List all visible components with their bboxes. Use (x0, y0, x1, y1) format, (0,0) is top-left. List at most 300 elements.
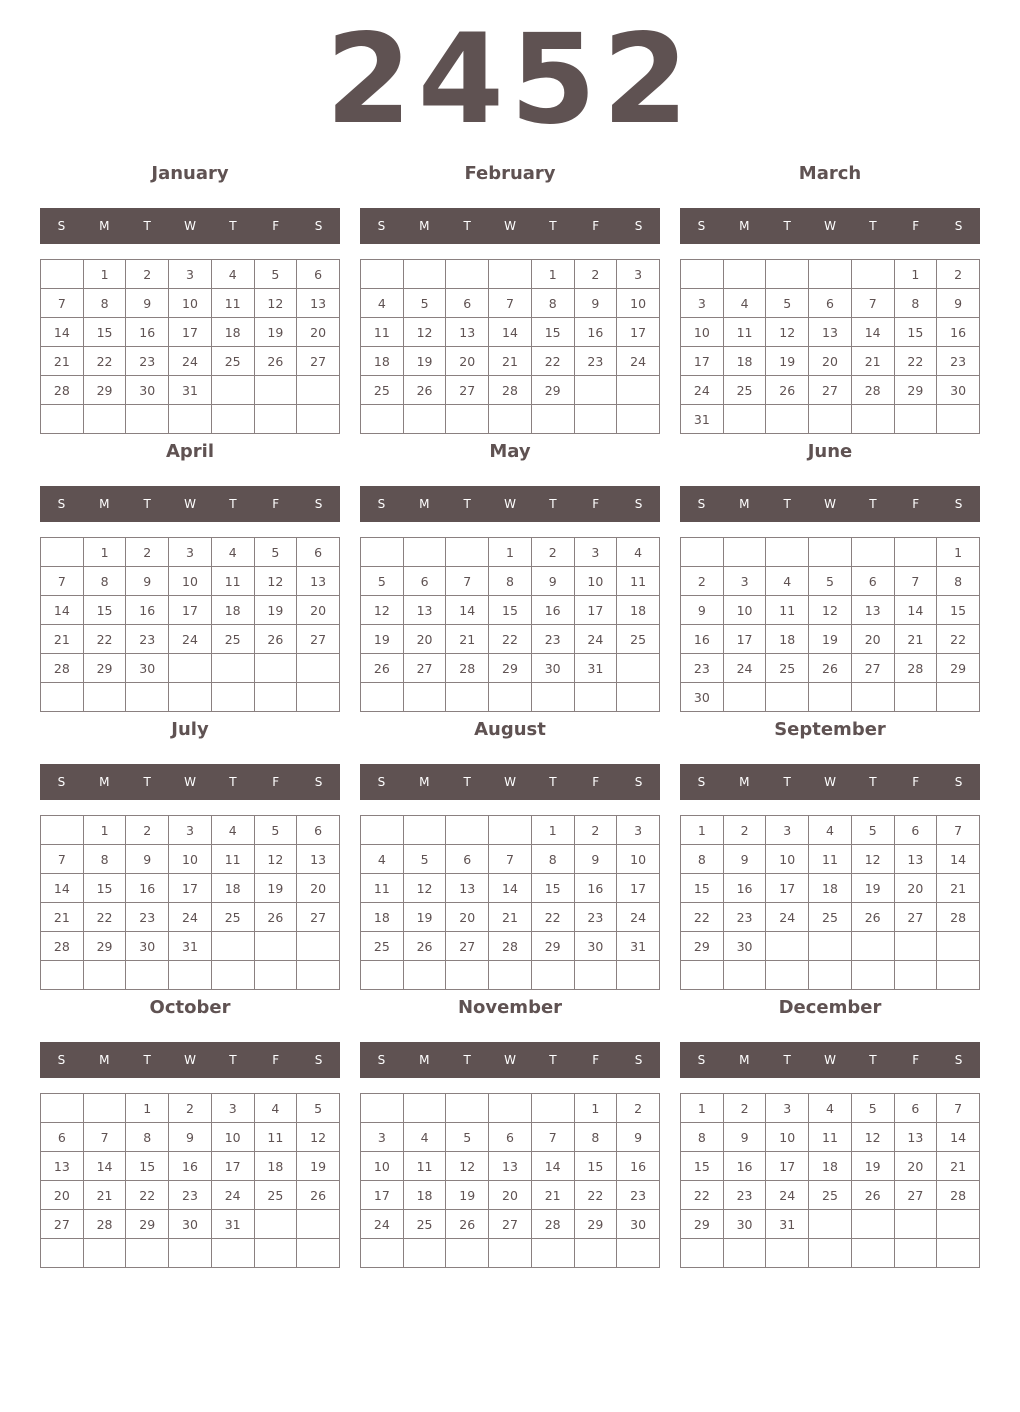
day-cell: 20 (297, 596, 340, 625)
day-cell: 7 (41, 289, 84, 318)
day-cell: 8 (937, 567, 980, 596)
day-cell: 23 (723, 1181, 766, 1210)
day-cell: 20 (41, 1181, 84, 1210)
day-cell: 12 (851, 1123, 894, 1152)
day-cell: 14 (937, 1123, 980, 1152)
weekday-label: S (57, 1053, 66, 1067)
day-cell: 10 (617, 845, 660, 874)
empty-cell (574, 961, 617, 990)
empty-cell (254, 961, 297, 990)
week-row (361, 816, 660, 845)
day-cell: 18 (361, 903, 404, 932)
day-cell: 26 (809, 654, 852, 683)
day-cell: 16 (723, 874, 766, 903)
empty-cell (403, 961, 446, 990)
day-cell: 3 (169, 260, 212, 289)
day-cell: 8 (894, 289, 937, 318)
day-cell: 18 (211, 874, 254, 903)
empty-cell (766, 932, 809, 961)
empty-cell (766, 683, 809, 712)
day-cell: 28 (489, 376, 532, 405)
day-cell: 16 (937, 318, 980, 347)
day-cell: 31 (169, 932, 212, 961)
day-cell: 17 (169, 596, 212, 625)
day-cell: 28 (851, 376, 894, 405)
empty-cell (254, 376, 297, 405)
day-cell: 9 (126, 567, 169, 596)
day-cell: 3 (681, 289, 724, 318)
day-cell: 3 (723, 567, 766, 596)
day-cell: 5 (403, 289, 446, 318)
weekday-label: F (912, 1053, 920, 1067)
day-cell: 27 (446, 932, 489, 961)
day-cell: 21 (41, 903, 84, 932)
day-cell: 19 (254, 318, 297, 347)
weekday-label: S (697, 219, 706, 233)
day-cell: 24 (574, 625, 617, 654)
week-row (41, 683, 340, 712)
empty-cell (169, 405, 212, 434)
week-row (41, 816, 340, 845)
day-cell: 30 (126, 376, 169, 405)
empty-cell (254, 654, 297, 683)
day-cell: 15 (531, 874, 574, 903)
month-name: October (149, 997, 231, 1018)
day-cell: 12 (254, 289, 297, 318)
day-cell: 3 (574, 538, 617, 567)
empty-cell (254, 1210, 297, 1239)
day-cell: 1 (894, 260, 937, 289)
week-row (681, 1210, 980, 1239)
day-cell: 22 (894, 347, 937, 376)
empty-cell (361, 260, 404, 289)
day-cell: 26 (254, 625, 297, 654)
day-cell: 3 (617, 260, 660, 289)
weekday-label: S (954, 219, 963, 233)
empty-cell (489, 260, 532, 289)
empty-cell (851, 1210, 894, 1239)
day-cell: 15 (681, 1152, 724, 1181)
day-cell: 25 (403, 1210, 446, 1239)
week-row (41, 1239, 340, 1268)
weekday-header (680, 208, 980, 244)
empty-cell (41, 260, 84, 289)
weekday-label: F (912, 219, 920, 233)
day-cell: 24 (361, 1210, 404, 1239)
day-cell: 11 (809, 1123, 852, 1152)
empty-cell (297, 1210, 340, 1239)
day-cell: 6 (809, 289, 852, 318)
day-cell: 25 (211, 347, 254, 376)
day-cell: 30 (723, 1210, 766, 1239)
day-cell: 6 (297, 260, 340, 289)
day-cell: 26 (851, 1181, 894, 1210)
day-cell: 27 (489, 1210, 532, 1239)
day-cell: 4 (809, 1094, 852, 1123)
day-cell: 6 (41, 1123, 84, 1152)
day-cell: 20 (894, 874, 937, 903)
day-cell: 17 (617, 874, 660, 903)
day-cell: 29 (681, 1210, 724, 1239)
empty-cell (489, 405, 532, 434)
day-cell: 8 (489, 567, 532, 596)
day-cell: 12 (446, 1152, 489, 1181)
empty-cell (617, 654, 660, 683)
day-cell: 14 (41, 874, 84, 903)
day-cell: 27 (894, 1181, 937, 1210)
empty-cell (681, 961, 724, 990)
day-cell: 31 (211, 1210, 254, 1239)
day-cell: 18 (809, 1152, 852, 1181)
day-cell: 22 (83, 903, 126, 932)
week-row (681, 845, 980, 874)
day-cell: 17 (169, 318, 212, 347)
empty-cell (297, 932, 340, 961)
week-row (41, 318, 340, 347)
day-cell: 3 (169, 816, 212, 845)
day-cell: 8 (83, 567, 126, 596)
day-cell: 1 (489, 538, 532, 567)
week-row (41, 405, 340, 434)
weekday-header (680, 1042, 980, 1078)
day-cell: 13 (851, 596, 894, 625)
day-cell: 9 (681, 596, 724, 625)
week-row (41, 961, 340, 990)
empty-cell (937, 1210, 980, 1239)
weekday-label: F (272, 775, 280, 789)
day-cell: 24 (766, 1181, 809, 1210)
day-cell: 7 (937, 1094, 980, 1123)
empty-cell (851, 1239, 894, 1268)
empty-cell (403, 1094, 446, 1123)
day-cell: 19 (809, 625, 852, 654)
empty-cell (403, 260, 446, 289)
empty-cell (446, 260, 489, 289)
day-cell: 7 (851, 289, 894, 318)
day-cell: 9 (723, 845, 766, 874)
empty-cell (766, 1239, 809, 1268)
weekday-label: W (824, 219, 836, 233)
day-cell: 13 (297, 845, 340, 874)
day-cell: 8 (83, 289, 126, 318)
empty-cell (851, 538, 894, 567)
weekday-label: S (377, 219, 386, 233)
day-cell: 2 (126, 816, 169, 845)
empty-cell (41, 1094, 84, 1123)
empty-cell (617, 683, 660, 712)
day-cell: 25 (211, 625, 254, 654)
weekday-label: S (954, 497, 963, 511)
day-cell: 21 (41, 625, 84, 654)
day-cell: 17 (766, 874, 809, 903)
week-row (41, 625, 340, 654)
day-cell: 12 (403, 874, 446, 903)
day-cell: 14 (489, 318, 532, 347)
day-cell: 20 (446, 347, 489, 376)
day-cell: 18 (254, 1152, 297, 1181)
week-row (681, 405, 980, 434)
day-cell: 9 (723, 1123, 766, 1152)
day-grid (360, 815, 660, 990)
day-cell: 18 (211, 596, 254, 625)
day-cell: 21 (41, 347, 84, 376)
day-cell: 11 (211, 845, 254, 874)
weekday-label: T (229, 497, 237, 511)
day-cell: 20 (489, 1181, 532, 1210)
day-cell: 22 (937, 625, 980, 654)
day-cell: 24 (617, 347, 660, 376)
day-cell: 18 (809, 874, 852, 903)
day-cell: 21 (83, 1181, 126, 1210)
day-cell: 31 (681, 405, 724, 434)
empty-cell (297, 1239, 340, 1268)
weekday-label: F (912, 775, 920, 789)
empty-cell (254, 932, 297, 961)
weekday-header (40, 208, 340, 244)
day-grid (40, 259, 340, 434)
weekday-label: S (377, 1053, 386, 1067)
week-row (681, 625, 980, 654)
empty-cell (809, 683, 852, 712)
empty-cell (766, 538, 809, 567)
day-cell: 23 (169, 1181, 212, 1210)
week-row (41, 845, 340, 874)
week-row (361, 567, 660, 596)
week-row (41, 654, 340, 683)
day-cell: 29 (531, 932, 574, 961)
week-row (681, 596, 980, 625)
day-cell: 5 (446, 1123, 489, 1152)
day-cell: 26 (361, 654, 404, 683)
empty-cell (83, 961, 126, 990)
day-cell: 8 (83, 845, 126, 874)
weekday-label: S (634, 219, 643, 233)
month-name: May (489, 441, 531, 462)
day-cell: 10 (169, 845, 212, 874)
day-cell: 23 (531, 625, 574, 654)
weekday-label: M (739, 1053, 750, 1067)
day-cell: 5 (809, 567, 852, 596)
week-row (681, 260, 980, 289)
empty-cell (531, 1239, 574, 1268)
day-cell: 24 (723, 654, 766, 683)
day-cell: 18 (723, 347, 766, 376)
weekday-label: T (463, 1053, 471, 1067)
day-cell: 6 (894, 1094, 937, 1123)
empty-cell (489, 1239, 532, 1268)
empty-cell (211, 932, 254, 961)
day-cell: 28 (937, 903, 980, 932)
day-cell: 7 (894, 567, 937, 596)
empty-cell (809, 260, 852, 289)
day-cell: 25 (211, 903, 254, 932)
day-cell: 4 (361, 289, 404, 318)
empty-cell (169, 683, 212, 712)
week-row (361, 625, 660, 654)
day-cell: 2 (169, 1094, 212, 1123)
day-cell: 1 (83, 816, 126, 845)
day-cell: 3 (169, 538, 212, 567)
day-cell: 9 (169, 1123, 212, 1152)
empty-cell (766, 260, 809, 289)
week-row (681, 1239, 980, 1268)
weekday-label: F (272, 497, 280, 511)
empty-cell (211, 961, 254, 990)
empty-cell (83, 1239, 126, 1268)
day-cell: 27 (41, 1210, 84, 1239)
day-cell: 21 (894, 625, 937, 654)
day-cell: 14 (83, 1152, 126, 1181)
weekday-label: S (697, 497, 706, 511)
week-row (361, 683, 660, 712)
day-cell: 23 (126, 347, 169, 376)
weekday-label: S (697, 775, 706, 789)
day-cell: 26 (446, 1210, 489, 1239)
week-row (361, 845, 660, 874)
day-cell: 22 (531, 903, 574, 932)
empty-cell (297, 961, 340, 990)
weekday-label: T (783, 775, 791, 789)
day-cell: 27 (403, 654, 446, 683)
week-row (41, 1094, 340, 1123)
day-cell: 20 (403, 625, 446, 654)
empty-cell (41, 1239, 84, 1268)
weekday-label: W (824, 1053, 836, 1067)
week-row (41, 1123, 340, 1152)
weekday-label: F (592, 219, 600, 233)
week-row (41, 347, 340, 376)
day-cell: 20 (446, 903, 489, 932)
week-row (41, 1210, 340, 1239)
day-cell: 27 (297, 347, 340, 376)
week-row (41, 289, 340, 318)
day-cell: 23 (937, 347, 980, 376)
day-cell: 21 (851, 347, 894, 376)
day-cell: 16 (531, 596, 574, 625)
empty-cell (297, 376, 340, 405)
empty-cell (809, 1239, 852, 1268)
day-cell: 17 (681, 347, 724, 376)
week-row (681, 289, 980, 318)
weekday-label: S (57, 497, 66, 511)
day-cell: 12 (851, 845, 894, 874)
day-cell: 11 (211, 289, 254, 318)
empty-cell (937, 932, 980, 961)
month-name: September (774, 719, 886, 740)
day-cell: 6 (297, 538, 340, 567)
day-cell: 18 (403, 1181, 446, 1210)
weekday-label: T (143, 497, 151, 511)
empty-cell (169, 654, 212, 683)
day-cell: 13 (446, 318, 489, 347)
week-row (41, 932, 340, 961)
day-cell: 18 (211, 318, 254, 347)
day-cell: 26 (766, 376, 809, 405)
day-cell: 21 (489, 903, 532, 932)
day-cell: 26 (254, 347, 297, 376)
day-cell: 15 (126, 1152, 169, 1181)
empty-cell (169, 1239, 212, 1268)
day-cell: 26 (403, 932, 446, 961)
day-cell: 13 (297, 567, 340, 596)
day-cell: 19 (254, 874, 297, 903)
day-cell: 14 (41, 318, 84, 347)
weekday-label: T (783, 219, 791, 233)
day-cell: 20 (297, 318, 340, 347)
day-cell: 12 (766, 318, 809, 347)
empty-cell (574, 376, 617, 405)
week-row (361, 932, 660, 961)
month-name: February (464, 163, 556, 184)
day-cell: 13 (446, 874, 489, 903)
day-cell: 30 (723, 932, 766, 961)
day-cell: 28 (83, 1210, 126, 1239)
day-cell: 21 (937, 1152, 980, 1181)
day-cell: 25 (809, 903, 852, 932)
empty-cell (403, 816, 446, 845)
day-cell: 9 (126, 289, 169, 318)
day-cell: 23 (723, 903, 766, 932)
weekday-label: S (954, 1053, 963, 1067)
day-cell: 17 (766, 1152, 809, 1181)
weekday-label: S (314, 775, 323, 789)
day-cell: 10 (211, 1123, 254, 1152)
month-name: March (798, 163, 862, 184)
empty-cell (254, 1239, 297, 1268)
day-cell: 20 (851, 625, 894, 654)
day-cell: 16 (126, 318, 169, 347)
empty-cell (723, 405, 766, 434)
week-row (681, 1152, 980, 1181)
day-cell: 17 (169, 874, 212, 903)
week-row (361, 538, 660, 567)
day-cell: 26 (254, 903, 297, 932)
weekday-label: T (869, 775, 877, 789)
empty-cell (766, 961, 809, 990)
weekday-label: T (143, 775, 151, 789)
weekday-label: F (912, 497, 920, 511)
weekday-label: S (314, 1053, 323, 1067)
day-cell: 29 (83, 932, 126, 961)
weekday-label: M (739, 775, 750, 789)
day-cell: 2 (574, 816, 617, 845)
empty-cell (937, 961, 980, 990)
day-cell: 3 (617, 816, 660, 845)
day-cell: 8 (531, 845, 574, 874)
week-row (681, 376, 980, 405)
weekday-label: T (783, 1053, 791, 1067)
day-cell: 7 (531, 1123, 574, 1152)
day-cell: 27 (894, 903, 937, 932)
empty-cell (894, 405, 937, 434)
week-row (681, 318, 980, 347)
day-cell: 11 (766, 596, 809, 625)
day-cell: 16 (126, 596, 169, 625)
weekday-label: M (99, 1053, 110, 1067)
empty-cell (361, 405, 404, 434)
day-cell: 16 (617, 1152, 660, 1181)
weekday-label: F (592, 775, 600, 789)
day-cell: 30 (937, 376, 980, 405)
empty-cell (83, 1094, 126, 1123)
day-cell: 2 (126, 538, 169, 567)
weekday-label: T (869, 219, 877, 233)
week-row (361, 1210, 660, 1239)
day-cell: 8 (126, 1123, 169, 1152)
empty-cell (446, 816, 489, 845)
day-cell: 7 (937, 816, 980, 845)
day-cell: 5 (361, 567, 404, 596)
